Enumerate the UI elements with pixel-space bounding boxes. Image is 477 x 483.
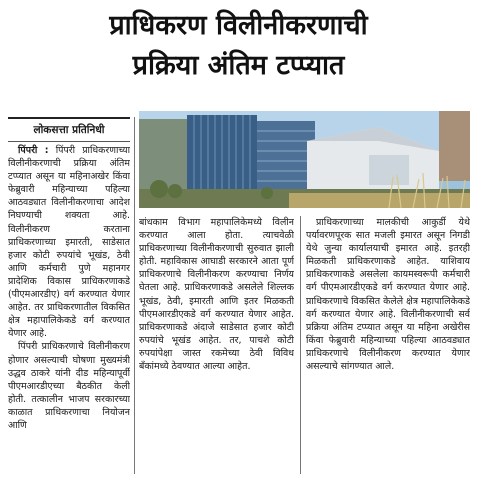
headline: [0, 6, 477, 86]
article-column-3: [306, 216, 470, 474]
byline: लोकसत्ता प्रतिनिधी: [8, 117, 130, 142]
column-divider-1: [134, 117, 135, 474]
headline-line-2: प्रक्रिया अंतिम टप्प्यात: [132, 50, 345, 81]
article-paragraph: बांधकाम विभाग महापालिकेमध्ये विलीन करण्यात आला होता. त्याचवेळी प्राधिकरणाच्या विलीनीकरणाची सुरुवात झाली होती. महाविकास आघाडी सरकारने आता पूर्ण प्राधिकरणाचे विलीनीकरण करण्याचा निर्णय घेतला आहे. प्राधिकरणाकडे असलेले शिल्लक भूखंड, ठेवी, इमारती आणि इतर मिळकती पीएमआरडीएकडे वर्ग करण्यात येणार आहेत. प्राधिकरणाकडे अंदाजे साडेसात हजार कोटी रुपयांचे भूखंड आहेत. तर, पाचशे कोटी रुपयांपेक्षा जास्त रकमेच्या ठेवी विविध बँकांमध्ये ठेवण्यात आल्या आहेत.: [139, 217, 294, 373]
article-text: पिंपरी प्राधिकरणाच्या विलीनीकरणाची प्रक्रिया अंतिम टप्प्यात असून या महिनाअखेर किंवा फेब्रुवारी महिन्याच्या पहिल्या आठवड्यात विलीनीकरणाचा आदेश निघण्याची शक्यता आहे. विलीनीकरण करताना प्राधिकरणाच्या इमारती, साडेसात हजार कोटी रुपयांचे भूखंड, ठेवी आणि कर्मचारी पुणे महानगर प्रादेशिक विकास प्राधिकरणाकडे (पीएमआरडीए) वर्ग करण्यात येणार आहेत. तर प्राधिकरणातील विकसित क्षेत्र महापालिकेकडे वर्ग करण्यात येणार आहे.: [8, 145, 130, 340]
dateline: पिंपरी :: [18, 145, 49, 156]
article-paragraph: प्राधिकरणाच्या मालकीची आकुर्डी येथे पर्यावरणपूरक सात मजली इमारत असून निगडी येथे जुन्या कार्यालयाची इमारत आहे. इतरही मिळकती प्राधिकरणाकडे आहेत. याशिवाय प्राधिकरणाकडे असलेला कायमस्वरूपी कर्मचारी वर्ग पीएमआरडीएकडे वर्ग करण्यात येणार आहे. प्राधिकरणाचे विकसित केलेले क्षेत्र महापालिकेकडे वर्ग करण्यात येणार आहे. विलीनीकरणाची सर्व प्रक्रिया अंतिम टप्प्यात असून या महिना अखेरीस किंवा फेब्रुवारी महिन्याच्या पहिल्या आठवड्यात प्राधिकरणाचे विलीनीकरण करण्यात येणार असल्याचे सांगण्यात आले.: [306, 217, 470, 373]
article-column-2: [139, 216, 294, 474]
column-divider-2: [300, 216, 301, 474]
news-photo: [139, 111, 470, 208]
article-paragraph: [8, 144, 130, 340]
article-column-1: [8, 144, 130, 474]
headline-line-1: प्राधिकरण विलीनीकरणाची: [109, 10, 368, 41]
article-paragraph: पिंपरी प्राधिकरणाचे विलीनीकरण होणार असल्याची घोषणा मुख्यमंत्री उद्धव ठाकरे यांनी दीड महिन्यापूर्वी पीएमआरडीएच्या बैठकीत केली होती. तत्कालीन भाजप सरकारच्या काळात प्राधिकरणाचा नियोजन आणि: [8, 341, 130, 431]
building-photo-illustration: [139, 111, 470, 208]
